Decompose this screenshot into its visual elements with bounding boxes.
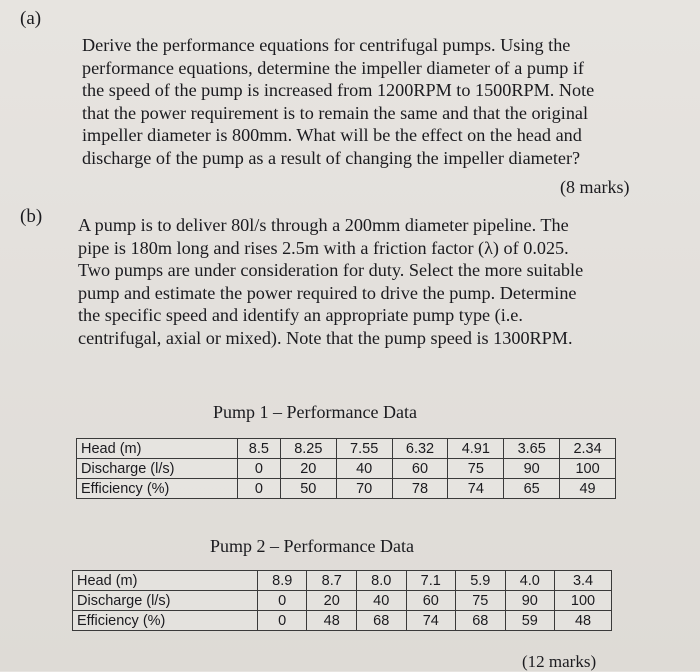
table-cell: 2.34 bbox=[560, 439, 616, 459]
table-cell: 75 bbox=[448, 459, 504, 479]
table-cell: 60 bbox=[406, 591, 456, 611]
pump2-title: Pump 2 – Performance Data bbox=[210, 536, 414, 556]
pump1-title: Pump 1 – Performance Data bbox=[213, 402, 417, 422]
table-row bbox=[73, 591, 612, 611]
table-cell: 7.1 bbox=[406, 571, 456, 591]
part-a-line: impeller diameter is 800mm. What will be the effect on the head and bbox=[82, 125, 582, 146]
part-b-label: (b) bbox=[20, 206, 43, 227]
table-row bbox=[77, 439, 616, 459]
table-cell: 60 bbox=[392, 459, 448, 479]
part-b-line: pipe is 180m long and rises 2.5m with a friction factor (λ) of 0.025. bbox=[78, 237, 569, 258]
table-cell: 0 bbox=[257, 591, 307, 611]
table-cell: 90 bbox=[505, 591, 555, 611]
table-cell: 3.65 bbox=[504, 439, 560, 459]
table-cell: 40 bbox=[336, 459, 392, 479]
table-cell: 8.0 bbox=[356, 571, 406, 591]
part-b-line: pump and estimate the power required to drive the pump. Determine bbox=[78, 282, 577, 303]
table-cell: 49 bbox=[560, 479, 616, 499]
part-b-line: A pump is to deliver 80l/s through a 200mm diameter pipeline. The bbox=[78, 215, 569, 235]
part-a-label: (a) bbox=[20, 8, 42, 29]
table-cell: 8.7 bbox=[307, 571, 357, 591]
table-cell: 5.9 bbox=[456, 571, 506, 591]
row-label: Head (m) bbox=[77, 439, 238, 459]
row-label: Efficiency (%) bbox=[77, 479, 238, 499]
table-cell: 4.91 bbox=[448, 439, 504, 459]
table-cell: 0 bbox=[237, 459, 280, 479]
part-b-line: the specific speed and identify an appropriate pump type (i.e. bbox=[78, 305, 523, 326]
table-cell: 78 bbox=[392, 479, 448, 499]
table-row bbox=[73, 571, 612, 591]
table-cell: 3.4 bbox=[555, 571, 612, 591]
table-cell: 100 bbox=[560, 459, 616, 479]
part-a-line: Derive the performance equations for centrifugal pumps. Using the bbox=[82, 35, 571, 55]
table-cell: 65 bbox=[504, 479, 560, 499]
pump1-table bbox=[76, 438, 616, 499]
table-row bbox=[77, 459, 616, 479]
table-cell: 90 bbox=[504, 459, 560, 479]
table-cell: 20 bbox=[307, 591, 357, 611]
table-cell: 68 bbox=[456, 611, 506, 631]
row-label: Efficiency (%) bbox=[73, 611, 258, 631]
table-row bbox=[73, 611, 612, 631]
table-cell: 68 bbox=[356, 611, 406, 631]
part-b-line: Two pumps are under consideration for duty. Select the more suitable bbox=[78, 260, 584, 281]
row-label: Head (m) bbox=[73, 571, 258, 591]
table-cell: 74 bbox=[406, 611, 456, 631]
table-cell: 48 bbox=[555, 611, 612, 631]
part-a-text bbox=[82, 34, 594, 170]
table-cell: 8.25 bbox=[280, 439, 336, 459]
table-row bbox=[77, 479, 616, 499]
part-a-line: that the power requirement is to remain the same and that the original bbox=[82, 102, 589, 123]
table-cell: 100 bbox=[555, 591, 612, 611]
table-cell: 48 bbox=[307, 611, 357, 631]
table-cell: 4.0 bbox=[505, 571, 555, 591]
table-cell: 8.9 bbox=[257, 571, 307, 591]
table-cell: 40 bbox=[356, 591, 406, 611]
table-cell: 8.5 bbox=[237, 439, 280, 459]
table-cell: 6.32 bbox=[392, 439, 448, 459]
table-cell: 0 bbox=[237, 479, 280, 499]
row-label: Discharge (l/s) bbox=[77, 459, 238, 479]
table-cell: 74 bbox=[448, 479, 504, 499]
row-label: Discharge (l/s) bbox=[73, 591, 258, 611]
part-b-line: centrifugal, axial or mixed). Note that the pump speed is 1300RPM. bbox=[78, 327, 573, 348]
table-cell: 50 bbox=[280, 479, 336, 499]
table-cell: 75 bbox=[456, 591, 506, 611]
part-b-text bbox=[78, 214, 583, 350]
table-cell: 20 bbox=[280, 459, 336, 479]
part-a-line: discharge of the pump as a result of changing the impeller diameter? bbox=[82, 147, 581, 168]
part-a-marks: (8 marks) bbox=[560, 177, 630, 197]
pump2-table bbox=[72, 570, 612, 631]
table-cell: 7.55 bbox=[336, 439, 392, 459]
table-cell: 0 bbox=[257, 611, 307, 631]
part-a-line: performance equations, determine the impeller diameter of a pump if bbox=[82, 57, 584, 78]
part-b-marks: (12 marks) bbox=[522, 652, 597, 671]
part-a-line: the speed of the pump is increased from 1200RPM to 1500RPM. Note bbox=[82, 80, 595, 101]
table-cell: 59 bbox=[505, 611, 555, 631]
table-cell: 70 bbox=[336, 479, 392, 499]
